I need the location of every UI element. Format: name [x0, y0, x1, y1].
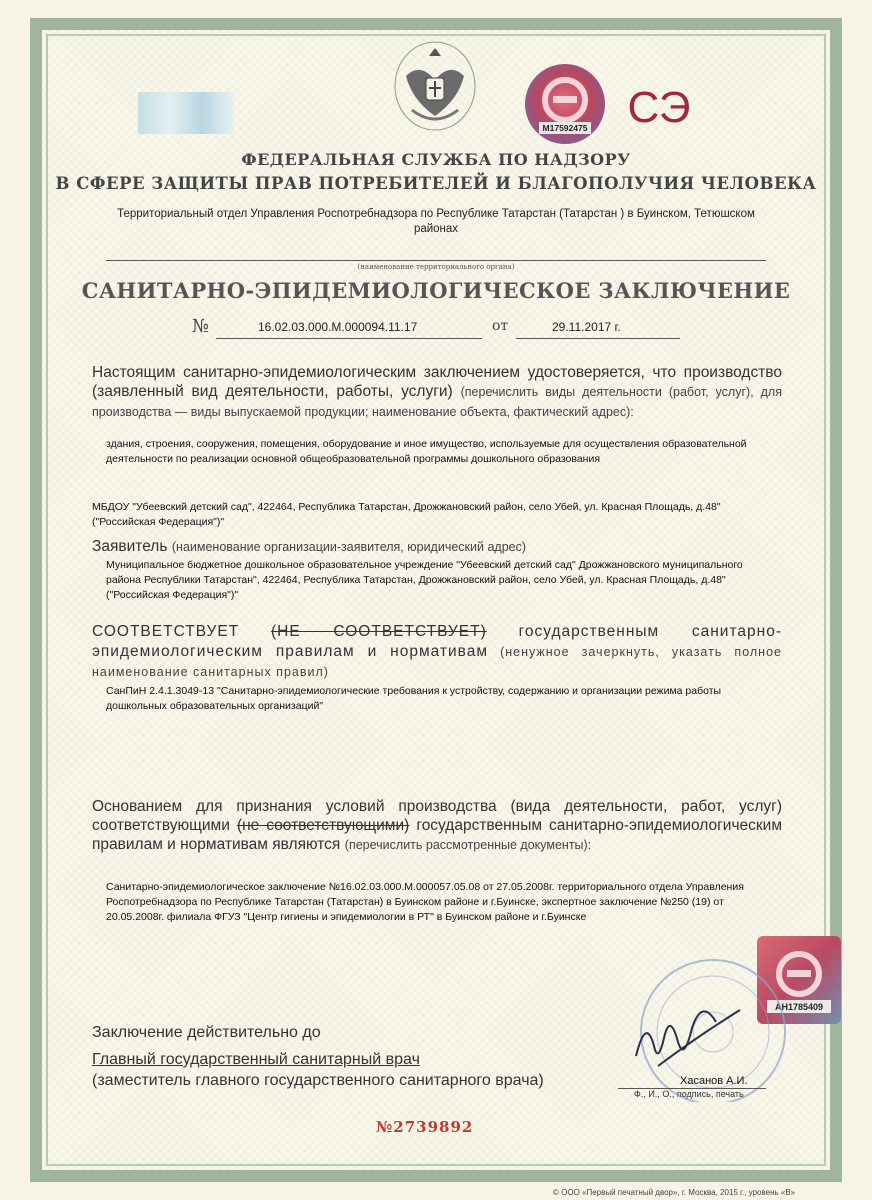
ce-mark-logo [622, 80, 696, 132]
divider [106, 260, 766, 261]
basis-documents: Санитарно-эпидемиологическое заключение №16.02.03.000.М.000057.05.08 от 27.05.2008г. территориального отдела Управления Роспотребнадзора по Республике Татарстан (Татарстан) в Буинском районе и г.Буинске, экспертное заключение №250 (19) от 20.05.2008г. филиала ФГУЗ "Центр гигиены и эпидемиологии в РТ" в Буинском районе и г.Буинске [106, 881, 744, 923]
hologram-top-code: М17592475 [542, 123, 588, 133]
object-address: МБДОУ "Убеевский детский сад", 422464, Республика Татарстан, Дрожжановский район, село Убей, ул. Красная Площадь, д.48" ("Российская Федерация")" [92, 501, 721, 528]
basis-struck: (не соответствующими) [236, 817, 410, 834]
hologram-strip [138, 92, 234, 134]
signatory-title: Главный государственный санитарный врач [92, 1051, 420, 1068]
sanitary-rules: СанПиН 2.4.1.3049-13 "Санитарно-эпидемиологические требования к устройству, содержанию и организации режима работы дошкольных образовательных организаций" [106, 685, 722, 712]
basis-intro-2: государственным санитарно-эпидемиологическим правилам и нормативам являются [92, 817, 782, 853]
agency-line-1: ФЕДЕРАЛЬНАЯ СЛУЖБА ПО НАДЗОРУ [241, 150, 631, 169]
date-label: от [492, 318, 509, 334]
signature-caption: Ф., И., О., подпись, печать [634, 1089, 744, 1099]
compliance-text: государственным санитарно-эпидемиологическим правилам и нормативам [92, 623, 782, 660]
signatory-name: Хасанов А.И. [680, 1075, 748, 1087]
document-title: САНИТАРНО-ЭПИДЕМИОЛОГИЧЕСКОЕ ЗАКЛЮЧЕНИЕ [81, 278, 791, 303]
compliance-status: СООТВЕТСТВУЕТ [92, 623, 240, 640]
form-serial-number: №2739892 [376, 1118, 474, 1136]
compliance-statement [92, 622, 782, 682]
applicant-value: Муниципальное бюджетное дошкольное образовательное учреждение "Убеевский детский сад" Дрожжановского муниципального района Республики Татарстан", 422464, Республика Татарстан, Дрожжановский район, село Убей, ул. Красная Площадь, д.48" ("Российская Федерация")" [106, 559, 743, 601]
conclusion-date: 29.11.2017 г. [552, 320, 621, 334]
divider [216, 338, 482, 339]
certify-intro-large: Настоящим санитарно-эпидемиологическим заключением удостоверяется, что производство (заявленный вид деятельности, работы, услуги) [92, 364, 782, 400]
validity-label: Заключение действительно до [92, 1024, 321, 1041]
basis-statement [92, 797, 782, 855]
territorial-caption: (наименование территориального органа) [357, 263, 515, 271]
applicant-hint: (наименование организации-заявителя, юридический адрес) [171, 540, 527, 554]
applicant-label: Заявитель [92, 538, 168, 555]
signatory-deputy: (заместитель главного государственного санитарного врача) [92, 1072, 544, 1089]
applicant-heading [92, 537, 526, 556]
printer-footer: © ООО «Первый печатный двор», г. Москва, 2015 г., уровень «В» [553, 1188, 796, 1197]
activity-description: здания, строения, сооружения, помещения, оборудование и иное имущество, используемые для осуществления образовательной деятельности по реализации основной общеобразовательной программы дошкольного образования [106, 438, 747, 465]
number-label: № [192, 316, 210, 337]
basis-intro-1: Основанием для признания условий производства (вида деятельности, работ, услуг) соответствующими [92, 798, 782, 834]
certify-intro [92, 363, 782, 422]
certify-intro-hint: (перечислить виды деятельности (работ, услуг), для производства — виды выпускаемой продукции; наименование объекта, фактический адрес): [92, 385, 782, 419]
conclusion-number: 16.02.03.000.М.000094.11.17 [258, 320, 418, 334]
hologram-bottom-code: АН1785409 [774, 1002, 824, 1012]
basis-hint: (перечислить рассмотренные документы): [344, 838, 592, 852]
signature [628, 996, 748, 1076]
ce-mark-text: СЭ [627, 83, 691, 132]
hologram-seal-top [523, 62, 607, 146]
divider [516, 338, 680, 339]
territorial-body: Территориальный отдел Управления Роспотребнадзора по Республике Татарстан (Татарстан ) в Буинском, Тетюшском районах [117, 208, 755, 235]
compliance-hint: (ненужное зачеркнуть, указать полное наименование санитарных правил) [92, 645, 782, 679]
agency-line-2: В СФЕРЕ ЗАЩИТЫ ПРАВ ПОТРЕБИТЕЛЕЙ И БЛАГОПОЛУЧИЯ ЧЕЛОВЕКА [55, 174, 817, 193]
compliance-struck: (НЕ СООТВЕТСТВУЕТ) [271, 623, 487, 640]
coat-of-arms-emblem [392, 36, 478, 132]
